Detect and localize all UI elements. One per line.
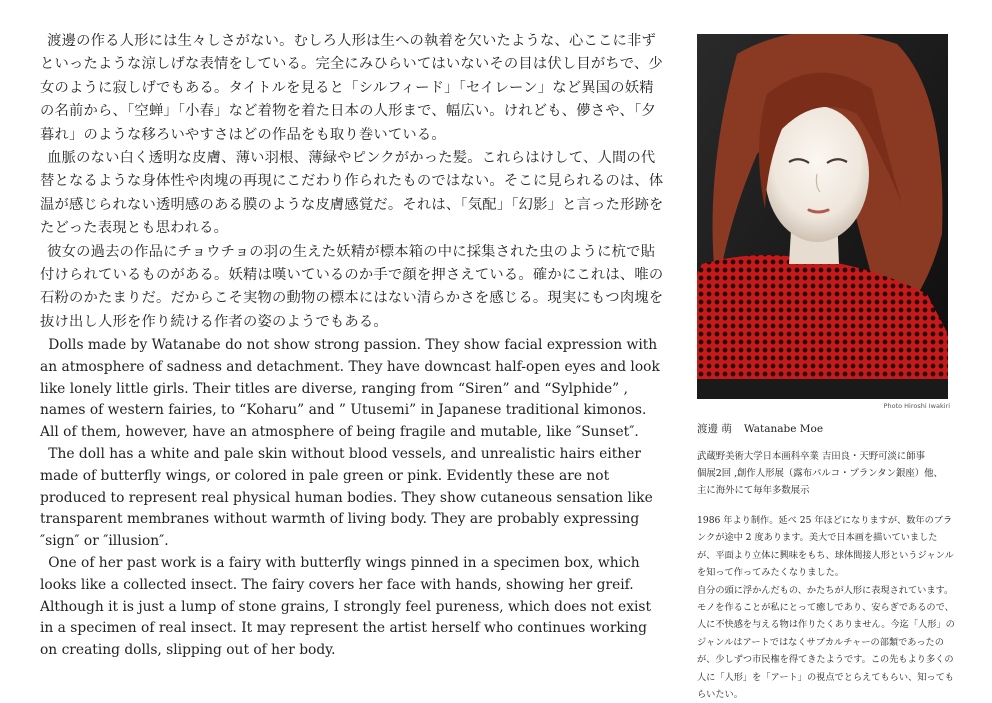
artist-statement xyxy=(697,512,955,703)
artist-name-en: Watanabe Moe xyxy=(743,423,824,435)
bio-paragraph-2: 自分の頭に浮かんだもの、かたちが人形に表現されています。モノを作ることが私にとって癒しであり、安らぎであるので、人に不快感を与える物は作りたくありません。今迄「人形」のジャンルはアートではなくサブカルチャーの部類であったのが、少しずつ市民権を得てきたようです。この先もより多くの人に「人形」を「アート」の視点でとらえてもらい、知ってもらいたい。 xyxy=(697,584,955,701)
career-line-3: 主に海外にて毎年多数展示 xyxy=(697,485,810,496)
essay-english xyxy=(40,335,664,662)
essay-en-paragraph-2: The doll has a white and pale skin without blood vessels, and unrealistic hairs either made of butterfly wings, or colored in pale green or pink. Evidently these are not produced to represent real physical human bodies. They show cutaneous sensation like transparent membranes without warmth of living body. They are probably expressing ″sign″ or ″illusion″. xyxy=(40,445,653,550)
photo-credit: Photo Hiroshi Iwakiri xyxy=(883,402,950,410)
essay-jp-paragraph-3: 彼女の過去の作品にチョウチョの羽の生えた妖精が標本箱の中に採集された虫のように杭で貼付けられているものがある。妖精は嘆いているのか手で顔を押さえている。確かにこれは、唯の石粉のかたまりだ。だからこそ実物の動物の標本にはない清らかさを感じる。現実にもつ肉塊を抜け出し人形を作り続ける作者の姿のようでもある。 xyxy=(40,243,664,330)
waist-band xyxy=(697,379,948,399)
essay-jp-paragraph-1: 渡邊の作る人形には生々しさがない。むしろ人形は生への執着を欠いたような、心ここに非ずといったような涼しげな表情をしている。完全にみひらいてはいないその目は伏し目がちで、少女のように寂しげでもある。タイトルを見ると「シルフィード」「セイレーン」など異国の妖精の名前から、「空蝉」「小春」など着物を着た日本の人形まで、幅広い。けれども、儚さや、「夕暮れ」のような移ろいやすさはどの作品をも取り巻いている。 xyxy=(40,33,663,143)
artist-name xyxy=(697,421,823,436)
doll-illustration xyxy=(697,34,948,399)
career-line-2: 個展2回 ,創作人形展（露布パルコ・プランタン銀座）他、 xyxy=(697,468,943,479)
essay-en-paragraph-1: Dolls made by Watanabe do not show strong passion. They show facial expression with an atmosphere of sadness and detachment. They have downcast half-open eyes and look like lonely little girls. Their titles are diverse, ranging from “Siren” and “Sylphide” , names of western fairies, to “Koharu” and ” Utusemi” in Japanese traditional kimonos. All of them, however, have an atmosphere of being fragile and mutable, like ″Sunset″. xyxy=(40,337,660,441)
doll-photo xyxy=(697,34,948,399)
bio-paragraph-1: 1986 年より制作。延べ 25 年ほどになりますが、数年のブランクが途中 2 度あります。美大で日本画を描いていましたが、平面より立体に興味をもち、球体間接人形というジャンルを知って作ってみたくなりました。 xyxy=(697,515,954,579)
essay-japanese xyxy=(40,30,664,334)
essay-jp-paragraph-2: 血脈のない白く透明な皮膚、薄い羽根、薄緑やピンクがかった髪。これらはけして、人間の代替となるような身体性や肉塊の再現にこだわり作られたものではない。そこに見られるのは、体温が感じられない透明感のある膜のような皮膚感覚だ。それは、「気配」「幻影」と言った形跡をたどった表現とも思われる。 xyxy=(40,150,664,237)
essay-en-paragraph-3: One of her past work is a fairy with butterfly wings pinned in a specimen box, which looks like a collected insect. The fairy covers her face with hands, showing her greif. Although it is just a lump of stone grains, I strongly feel pureness, which does not exist in a specimen of real insect. It may represent the artist herself who continues working on creating dolls, slipping out of her body. xyxy=(40,554,652,659)
artist-name-jp: 渡邊 萌 xyxy=(697,423,732,435)
artist-career xyxy=(697,448,953,499)
career-line-1: 武蔵野美術大学日本画科卒業 吉田良・天野可淡に師事 xyxy=(697,451,925,462)
